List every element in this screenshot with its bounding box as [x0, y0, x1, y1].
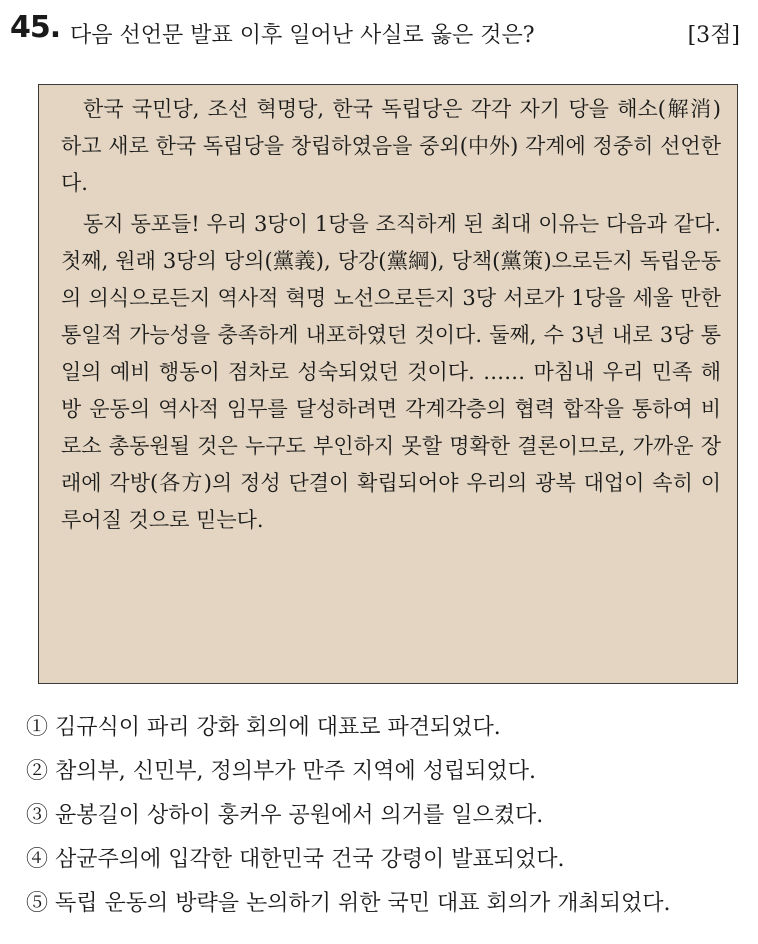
answer-option-2[interactable]: ② 참의부, 신민부, 정의부가 만주 지역에 성립되었다.: [26, 759, 536, 784]
question-header: [10, 8, 748, 52]
answer-option-3[interactable]: ③ 윤봉길이 상하이 훙커우 공원에서 의거를 일으켰다.: [26, 803, 544, 828]
answer-option-1[interactable]: ① 김규식이 파리 강화 회의에 대표로 파견되었다.: [26, 715, 501, 740]
passage-paragraph-2: 동지 동포들! 우리 3당이 1당을 조직하게 된 최대 이유는 다음과 같다. 첫째, 원래 3당의 당의(黨義), 당강(黨綱), 당책(黨策)으로든지 독립운동의 의식으로든지 역사적 혁명 노선으로든지 3당 서로가 1당을 세울 만한 통일적 가능성을 충족하게 내포하였던 것이다. 둘째, 수 3년 내로 3당 통일의 예비 행동이 점차로 성숙되었던 것이다. …… 마침내 우리 민족 해방 운동의 역사적 임무를 달성하려면 각계각층의 협력 합작을 통하여 비로소 총동원될 것은 누구도 부인하지 못할 명확한 결론이므로, 가까운 장래에 각방(各方)의 정성 단결이 확립되어야 우리의 광복 대업이 속히 이루어질 것으로 믿는다.: [61, 212, 721, 532]
answer-option-4[interactable]: ④ 삼균주의에 입각한 대한민국 건국 강령이 발표되었다.: [26, 847, 565, 872]
question-points: [3점]: [687, 23, 740, 48]
answer-options: [26, 706, 751, 926]
question-number: 45.: [10, 10, 61, 45]
question-prompt: 다음 선언문 발표 이후 일어난 사실로 옳은 것은?: [70, 23, 535, 48]
source-passage-box: [38, 84, 738, 684]
passage-paragraph-1: 한국 국민당, 조선 혁명당, 한국 독립당은 각각 자기 당을 해소(解消)하고 새로 한국 독립당을 창립하였음을 중외(中外) 각계에 정중히 선언한다.: [61, 97, 721, 195]
answer-option-5[interactable]: ⑤ 독립 운동의 방략을 논의하기 위한 국민 대표 회의가 개최되었다.: [26, 891, 671, 916]
